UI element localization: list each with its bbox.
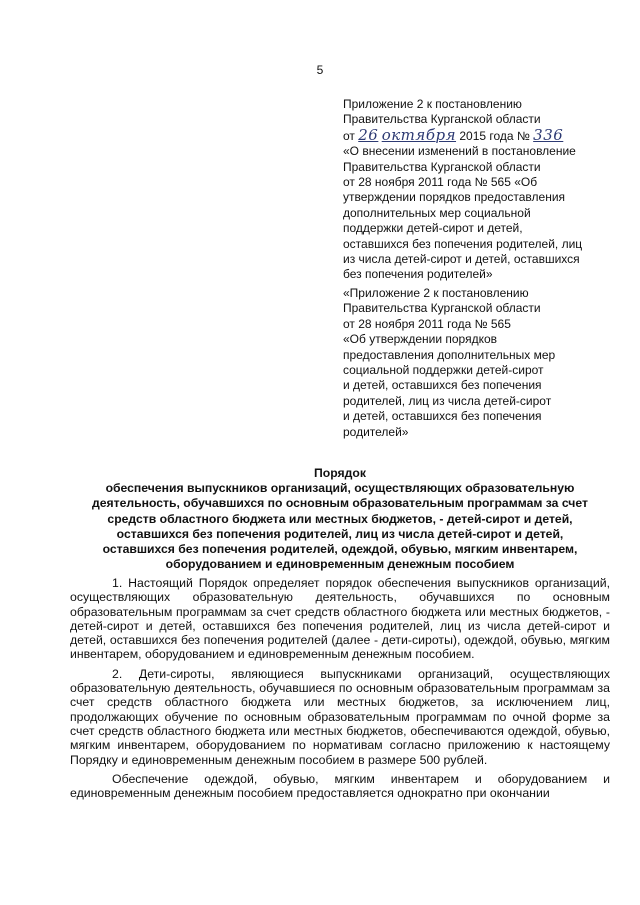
title-line: средств областного бюджета или местных бюджетов, - детей-сирот и детей,: [107, 511, 573, 526]
title-line: деятельность, обучавшихся по основным образовательным программам за счет: [92, 496, 588, 511]
appendix-line: родителей, лиц из числа детей-сирот: [343, 393, 552, 408]
appendix-line: и детей, оставшихся без попечения: [343, 378, 542, 393]
date-year: 2015 года №: [459, 128, 530, 143]
appendix-line: поддержки детей-сирот и детей,: [343, 221, 523, 236]
appendix-line: Правительства Курганской области: [343, 301, 541, 316]
appendix-line: социальной поддержки детей-сирот: [343, 363, 544, 378]
title-line: оставшихся без попечения родителей, одеждой, обувью, мягким инвентарем,: [102, 542, 578, 557]
appendix-header-amendment: [343, 97, 613, 283]
appendix-line: «Приложение 2 к постановлению: [343, 286, 529, 300]
appendix-line: «О внесении изменений в постановление: [343, 144, 576, 159]
date-prefix: от: [343, 128, 355, 143]
handwritten-day: 26: [358, 125, 379, 144]
appendix-line: дополнительных мер социальной: [343, 205, 531, 220]
paragraph-3: Обеспечение одеждой, обувью, мягким инвентарем и оборудованием и единовременным денежным пособием предоставляется однократно при окончании: [70, 771, 610, 801]
document-body: [70, 576, 610, 805]
appendix-date-line: [343, 125, 613, 144]
appendix-header-original: [343, 286, 613, 440]
appendix-line: оставшихся без попечения родителей, лиц: [343, 236, 583, 251]
appendix-line: утверждении порядков предоставления: [343, 190, 566, 205]
appendix-line: Правительства Курганской области: [343, 159, 541, 174]
handwritten-doc-number: 336: [533, 125, 564, 144]
title-line: обеспечения выпускников организаций, осуществляющих образовательную: [105, 481, 575, 496]
appendix-line: от 28 ноября 2011 года № 565: [343, 316, 511, 331]
appendix-line: предоставления дополнительных мер: [343, 347, 556, 362]
title-line: оставшихся без попечения родителей, лиц из числа детей-сирот и детей,: [116, 526, 564, 541]
title-heading: Порядок: [314, 466, 366, 480]
paragraph-2: 2. Дети-сироты, являющиеся выпускниками организаций, осуществляющих образовательную деятельность, обучавшиеся по основным образовательным программам за счет средств областного бюджета или местных бюджетов, за исключением лиц, продолжающих обучение по основным образовательным программам по очной форме за счет средств областного бюджета или местных бюджетов, обеспечиваются одеждой, обувью, мягким инвентарем, оборудованием по нормативам согласно приложению к настоящему Порядку и единовременным денежным пособием в размере 500 рублей.: [70, 666, 610, 767]
paragraph-1: 1. Настоящий Порядок определяет порядок обеспечения выпускников организаций, осуществляющих образовательную деятельность, обучавшихся по основным образовательным программам за счет средств областного бюджета или местных бюджетов, - детей-сирот и детей, оставшихся без попечения родителей, лиц из числа детей-сирот и детей, оставшихся без попечения родителей (далее - дети-сироты), одеждой, обувью, мягким инвентарем, оборудованием и единовременным денежным пособием.: [70, 576, 610, 662]
title-line: оборудованием и единовременным денежным пособием: [165, 557, 515, 572]
appendix-line: и детей, оставшихся без попечения: [343, 409, 542, 424]
appendix-line: родителей»: [343, 424, 409, 439]
appendix-line: без попечения родителей»: [343, 267, 493, 282]
appendix-line: Приложение 2 к постановлению: [343, 97, 522, 111]
appendix-line: Правительства Курганской области: [343, 112, 541, 127]
appendix-line: «Об утверждении порядков: [343, 332, 498, 347]
appendix-line: от 28 ноября 2011 года № 565 «Об: [343, 175, 538, 190]
document-title: [60, 466, 620, 572]
appendix-line: из числа детей-сирот и детей, оставшихся: [343, 252, 580, 267]
handwritten-month: октября: [381, 125, 457, 144]
page-number: 5: [316, 63, 324, 77]
